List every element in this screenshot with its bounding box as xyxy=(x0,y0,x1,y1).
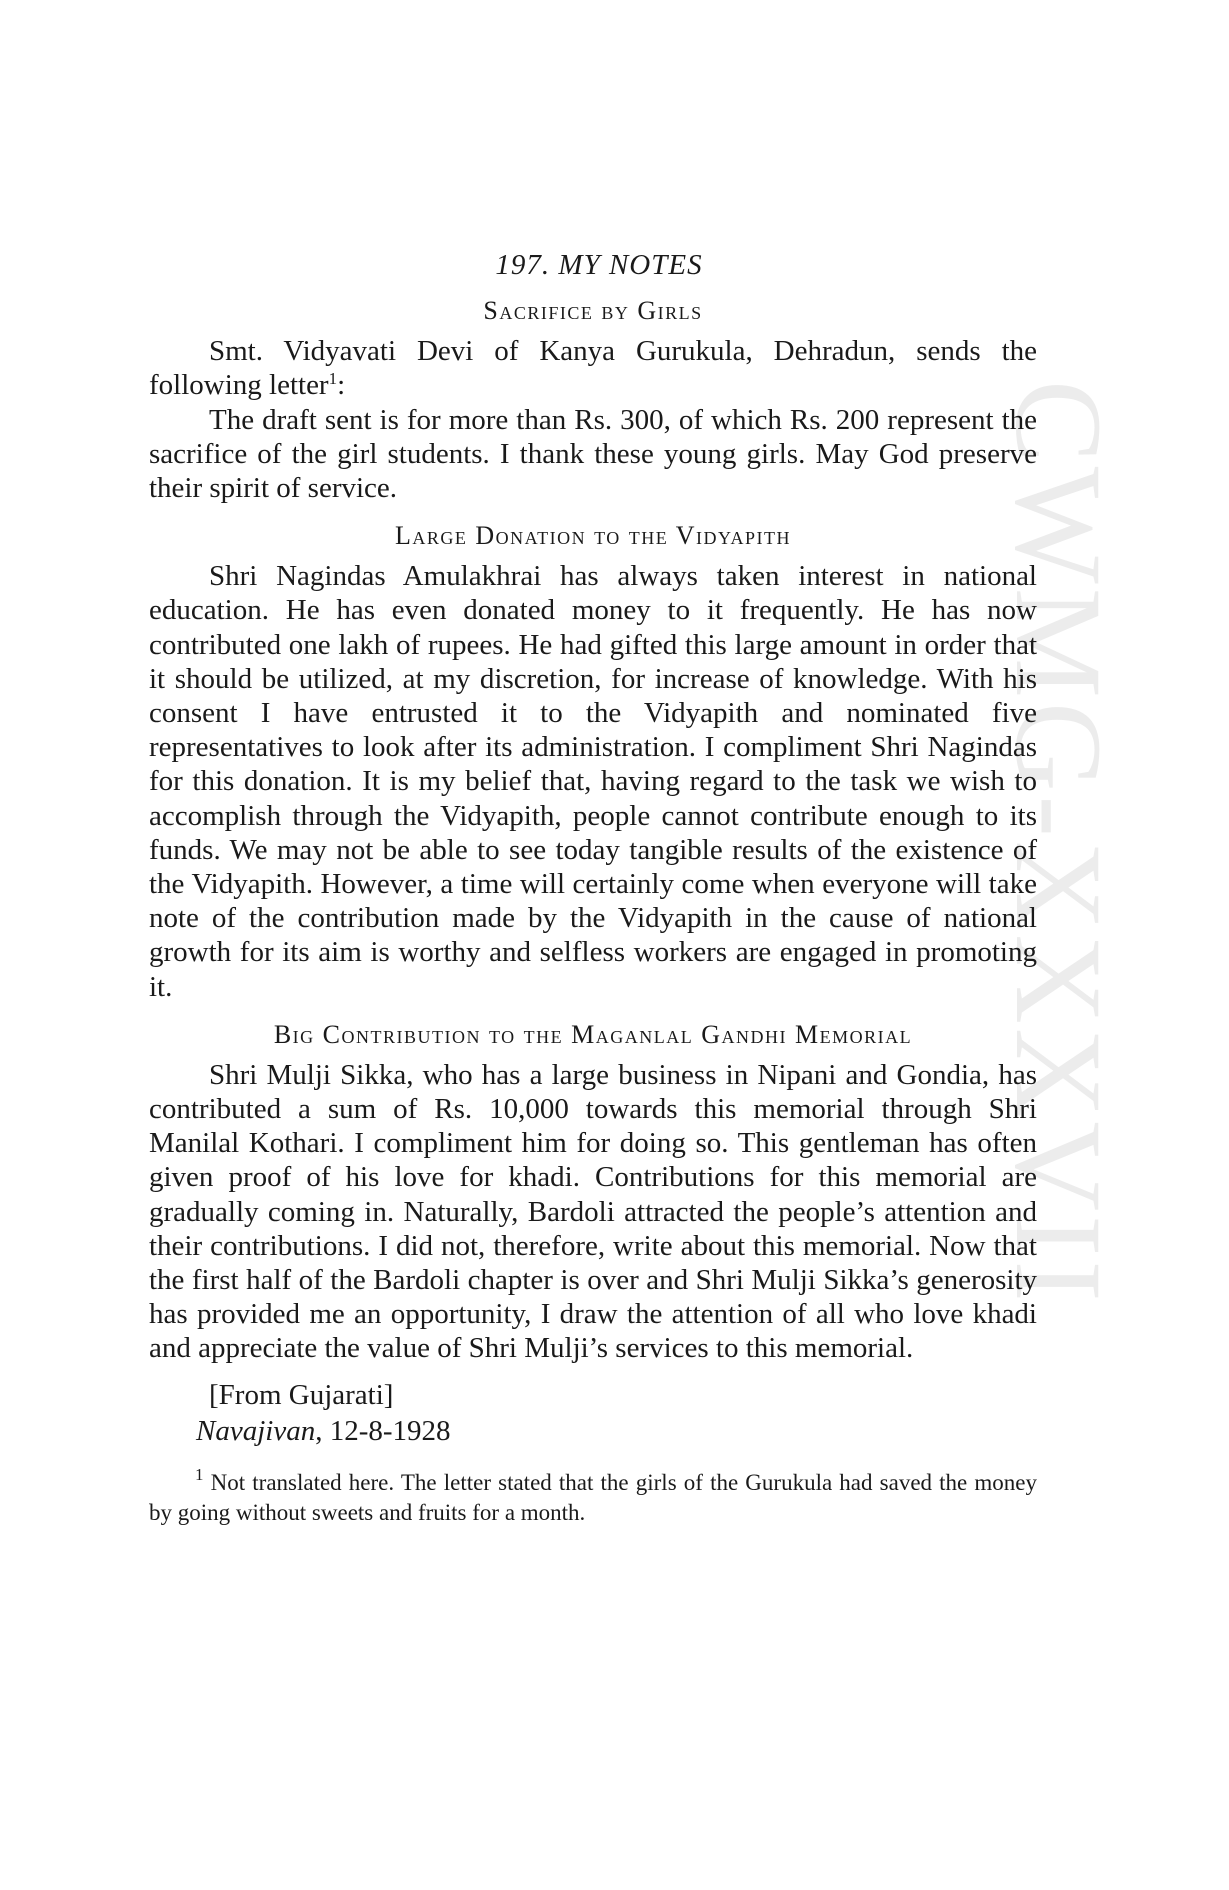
footnote-ref: 1 xyxy=(328,369,338,389)
paragraph-letter: The draft sent is for more than Rs. 300, of which Rs. 200 represent the sacrifice of the girl students. I thank these young girls. May God preserve their spirit of service. xyxy=(149,403,1037,505)
source-note: [From Gujarati] xyxy=(209,1378,394,1411)
journal-citation xyxy=(196,1414,1037,1448)
watermark: CWMG-XXXVII xyxy=(990,380,1127,1306)
document-page xyxy=(149,248,1037,1528)
footnote xyxy=(149,1465,1037,1528)
footnote-text: Not translated here. The letter stated that the girls of the Gurukula had saved the money by going without sweets and fruits for a month. xyxy=(149,1470,1037,1526)
paragraph-memorial: Shri Mulji Sikka, who has a large business in Nipani and Gondia, has contributed a sum of Rs. 10,000 towards this memorial through Shri Manilal Kothari. I compliment him for doing so. This gentleman has often given proof of his love for khadi. Contributions for this memorial are gradually coming in. Naturally, Bardoli attracted the people’s attention and their contributions. I did not, therefore, write about this memorial. Now that the first half of the Bardoli chapter is over and Shri Mulji Sikka’s generosity has provided me an opportunity, I draw the attention of all who love khadi and appreciate the value of Shri Mulji’s services to this memorial. xyxy=(149,1058,1037,1365)
intro-text: Smt. Vidyavati Devi of Kanya Gurukula, Dehradun, sends the following letter xyxy=(149,335,1037,402)
footnote-mark: 1 xyxy=(195,1465,204,1485)
intro-tail: : xyxy=(337,369,346,402)
section-heading-sacrifice: Sacrifice by Girls xyxy=(483,296,703,326)
section-heading-memorial: Big Contribution to the Maganlal Gandhi Memorial xyxy=(273,1019,913,1049)
paragraph-donation: Shri Nagindas Amulakhrai has always taken interest in national education. He has even donated money to it frequently. He has now contributed one lakh of rupees. He had gifted this large amount in order that it should be utilized, at my discretion, for increase of knowledge. With his consent I have entrusted it to the Vidyapith and nominated five representatives to look after its administration. I compliment Shri Nagindas for this donation. It is my belief that, having regard to the task we wish to accomplish through the Vidyapith, people cannot contribute enough to its funds. We may not be able to see today tangible results of the existence of the Vidyapith. However, a time will certainly come when everyone will take note of the contribution made by the Vidyapith in the cause of national growth for its aim is worthy and selfless workers are engaged in promoting it. xyxy=(149,560,1037,1003)
paragraph-intro xyxy=(149,334,1037,402)
journal-date: , 12-8-1928 xyxy=(315,1414,451,1447)
journal-name: Navajivan xyxy=(196,1414,316,1447)
article-title: 197. MY NOTES xyxy=(495,249,703,281)
section-heading-donation: Large Donation to the Vidyapith xyxy=(394,521,792,551)
